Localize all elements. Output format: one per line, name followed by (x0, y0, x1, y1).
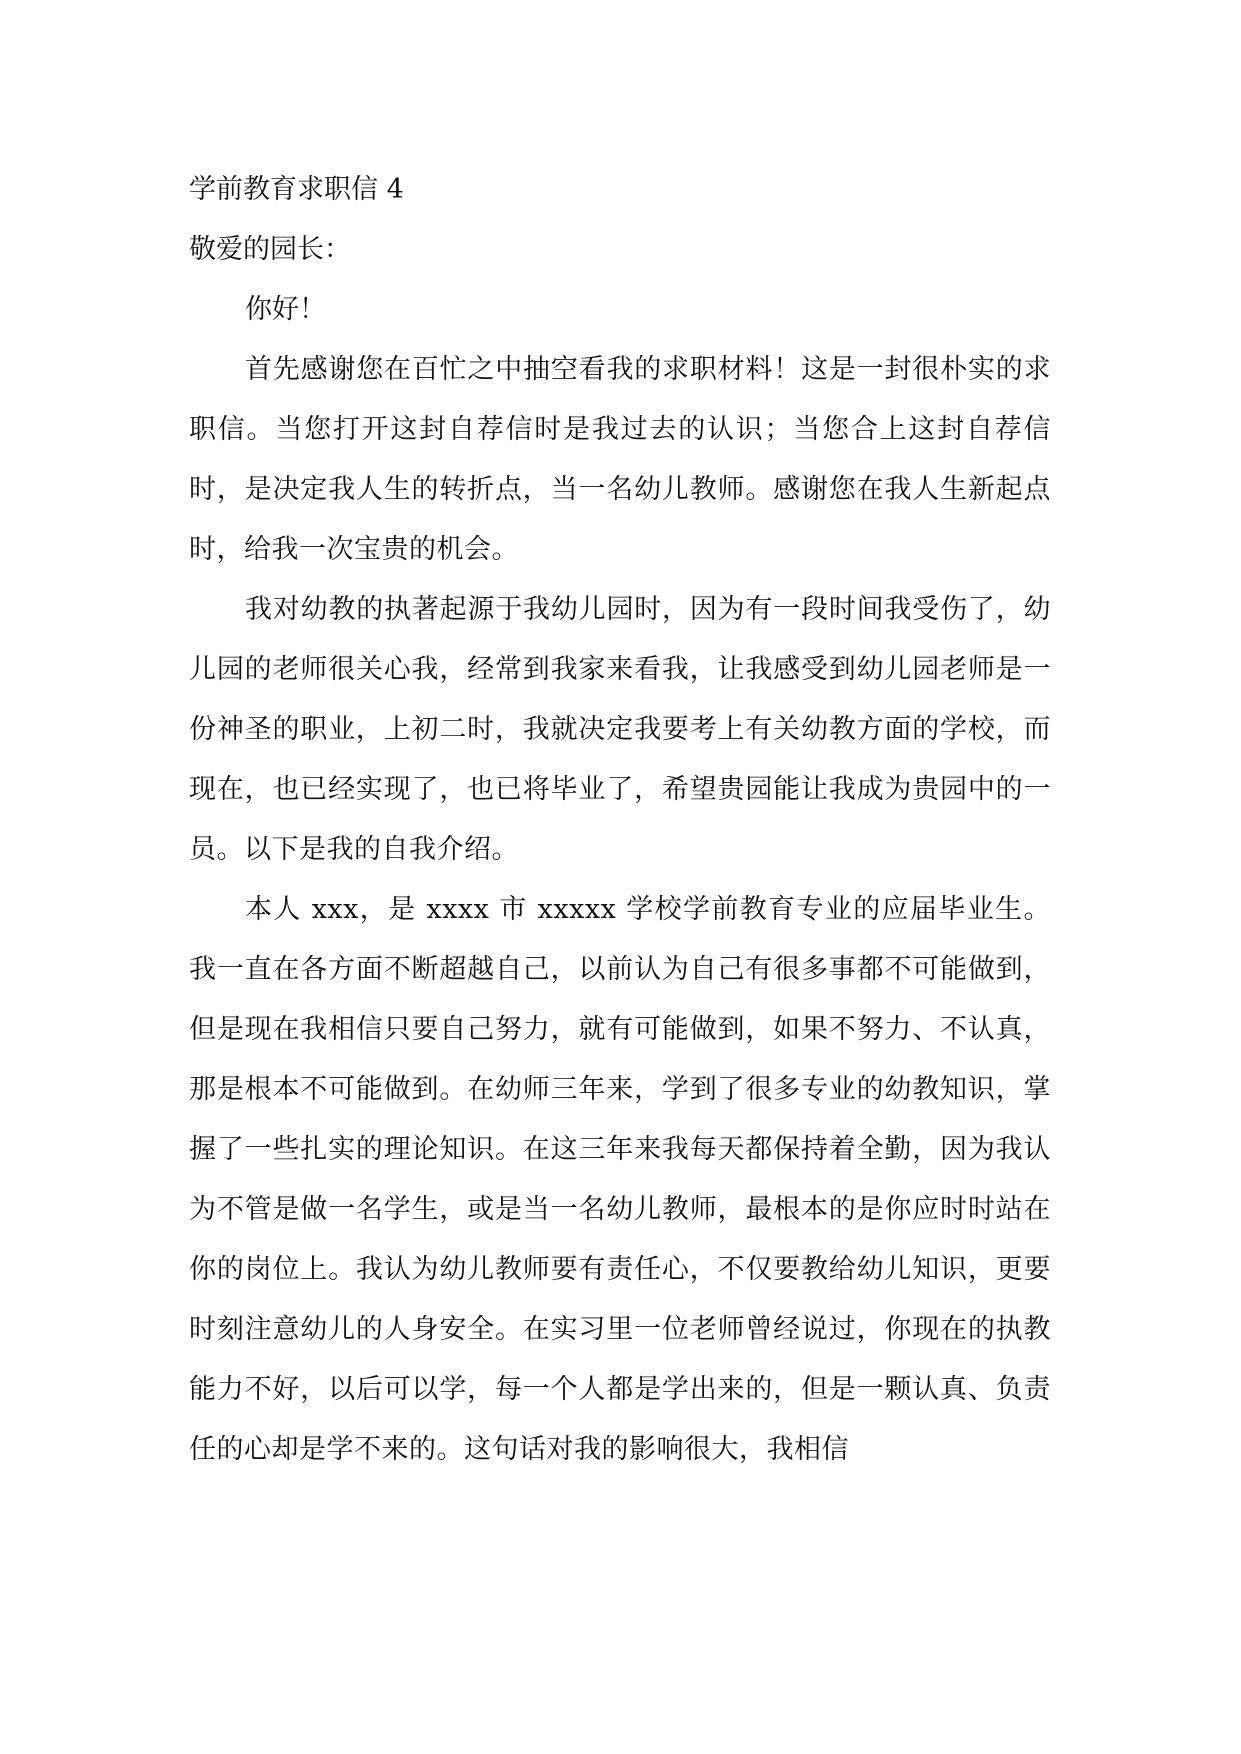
document-title: 学前教育求职信 4 (189, 174, 404, 205)
paragraph-self-introduction: 本人 xxx，是 xxxx 市 xxxxx 学校学前教育专业的应届毕业生。我一直在各方面不断超越自己，以前认为自己有很多事都不可能做到，但是现在我相信只要自己努力，就有可能做到，如果不努力、不认真，那是根本不可能做到。在幼师三年来，学到了很多专业的幼教知识，掌握了一些扎实的理论知识。在这三年来我每天都保持着全勤，因为我认为不管是做一名学生，或是当一名幼儿教师，最根本的是你应时时站在你的岗位上。我认为幼儿教师要有责任心，不仅要教给幼儿知识，更要时刻注意幼儿的人身安全。在实习里一位老师曾经说过，你现在的执教能力不好，以后可以学，每一个人都是学出来的，但是一颗认真、负责任的心却是学不来的。这句话对我的影响很大，我相信 (189, 894, 1051, 1465)
greeting: 你好！ (245, 294, 326, 325)
paragraph-motivation: 我对幼教的执著起源于我幼儿园时，因为有一段时间我受伤了，幼儿园的老师很关心我，经常到我家来看我，让我感受到幼儿园老师是一份神圣的职业，上初二时，我就决定我要考上有关幼教方面的学校，而现在，也已经实现了，也已将毕业了，希望贵园能让我成为贵园中的一员。以下是我的自我介绍。 (189, 594, 1051, 865)
letter-body (189, 160, 1051, 1480)
paragraph-thanks: 首先感谢您在百忙之中抽空看我的求职材料！这是一封很朴实的求职信。当您打开这封自荐信时是我过去的认识；当您合上这封自荐信时，是决定我人生的转折点，当一名幼儿教师。感谢您在我人生新起点时，给我一次宝贵的机会。 (189, 354, 1051, 565)
salutation: 敬爱的园长： (189, 234, 351, 265)
